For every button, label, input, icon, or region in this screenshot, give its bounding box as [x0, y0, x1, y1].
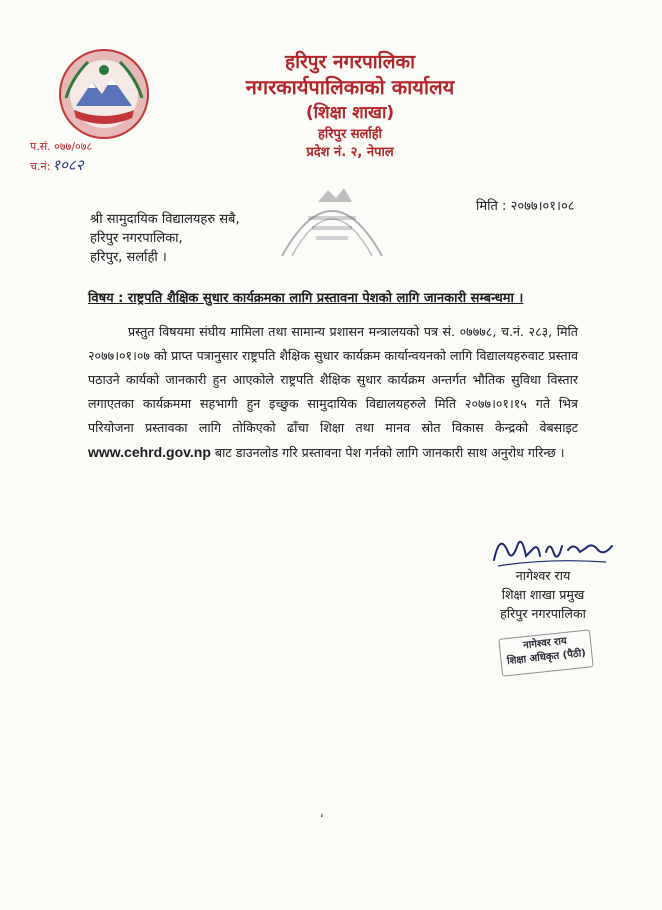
- office-seal-icon: [278, 172, 386, 262]
- dispatch-number: १०८२: [52, 156, 84, 174]
- signatory-name: नागेश्वर राय: [515, 568, 571, 583]
- office-name: नगरकार्यपालिकाको कार्यालय: [245, 75, 455, 99]
- website-link[interactable]: www.cehrd.gov.np: [88, 444, 211, 460]
- fiscal-reference: प.सं. ०७७/०७८: [30, 140, 93, 153]
- section-name: (शिक्षा शाखा): [305, 103, 395, 123]
- name-stamp: [498, 629, 593, 676]
- district-name: हरिपुर सर्लाही: [317, 127, 383, 142]
- stray-ink-mark: ‘: [320, 812, 324, 826]
- dispatch-reference: [30, 156, 92, 176]
- recipient-line: श्री सामुदायिक विद्यालयहरु सबै,: [90, 212, 240, 227]
- recipient-line: हरिपुर नगरपालिका,: [90, 231, 183, 246]
- handwritten-signature-icon: [488, 522, 618, 572]
- letter-subject: विषय : राष्ट्रपति शैक्षिक सुधार कार्यक्रमका लागि प्रस्तावना पेशको लागि जानकारी सम्बन्धमा ।: [88, 291, 524, 306]
- signature-block: [478, 566, 608, 623]
- stamp-title-line: शिक्षा अधिकृत (पैठी): [506, 647, 587, 668]
- signatory-office: हरिपुर नगरपालिका: [500, 606, 586, 621]
- body-text-part: प्रस्तुत विषयमा संघीय मामिला तथा सामान्य प्रशासन मन्त्रालयको पत्र सं. ०७७७८, च.नं. २८३, मिति २०७७।०१।०७ को प्राप्त पत्रानुसार राष्ट्रपति शैक्षिक सुधार कार्यक्रम कार्यान्वयनको लागि विद्यालयहरुवाट प्रस्ताव पठाउने कार्यको जानकारी हुन आएकोले राष्ट्रपति शैक्षिक सुधार कार्यक्रम अन्तर्गत भौतिक सुविधा विस्तार लगाएतका कार्यक्रममा सहभागी हुन इच्छुक सामुदायिक विद्यालयहरुले मिति २०७७।०१।१५ गते भित्र परियोजना प्रस्तावका लागि तोकिएको ढाँचा शिक्षा तथा मानव स्रोत विकास केन्द्रको वेबसाइट: [88, 324, 578, 435]
- province-name: प्रदेश नं. २, नेपाल: [306, 145, 394, 160]
- body-text-part: बाट डाउनलोड गरि प्रस्तावना पेश गर्नको लागि जानकारी साथ अनुरोध गरिन्छ ।: [214, 445, 565, 460]
- signatory-title: शिक्षा शाखा प्रमुख: [501, 587, 585, 602]
- municipality-name: हरिपुर नगरपालिका: [284, 51, 415, 73]
- reference-numbers: [30, 138, 92, 176]
- recipient-line: हरिपुर, सर्लाही ।: [90, 250, 167, 265]
- recipient-address: [90, 210, 240, 267]
- letter-date: मिति : २०७७।०१।०८: [476, 199, 575, 214]
- stamp-name-line: नागेश्वर राय: [522, 635, 568, 652]
- government-emblem-icon: [58, 48, 150, 140]
- letter-body: [88, 320, 578, 465]
- letterhead: [200, 50, 500, 162]
- dispatch-label: च.नं:: [30, 160, 51, 173]
